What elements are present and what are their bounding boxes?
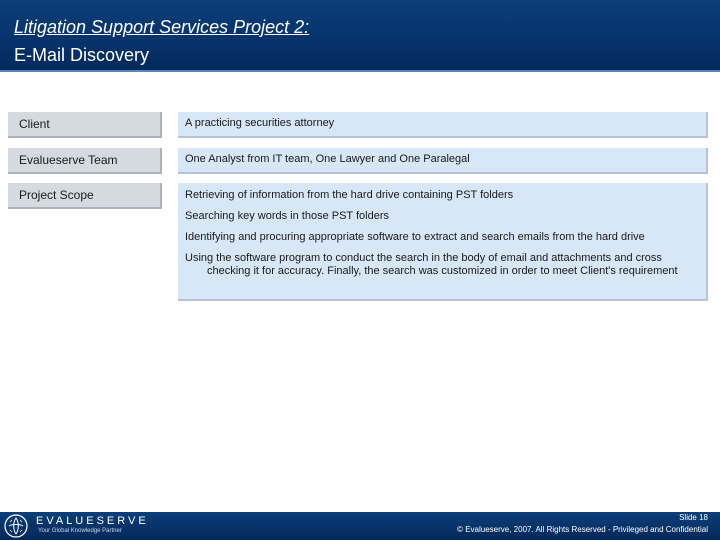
- scope-label: Project Scope: [8, 183, 162, 209]
- team-value: One Analyst from IT team, One Lawyer and One Paralegal: [178, 148, 708, 174]
- scope-value: [178, 183, 708, 301]
- slide-header: [0, 0, 720, 72]
- evalueserve-logo-icon: [4, 514, 28, 538]
- slide-footer: [0, 512, 720, 540]
- team-label: Evalueserve Team: [8, 148, 162, 174]
- scope-item: Using the software program to conduct the search in the body of email and attachments and cross checking it for accuracy. Finally, the search was customized in order to meet Client's requirement: [185, 252, 678, 277]
- client-label: Client: [8, 112, 162, 138]
- scope-item: Searching key words in those PST folders: [185, 210, 390, 222]
- logo-name: EVALUESERVE: [36, 515, 149, 527]
- slide-number: Slide 18: [679, 513, 708, 522]
- slide-title-line-1: Litigation Support Services Project 2:: [14, 17, 310, 37]
- scope-item: Retrieving of information from the hard drive containing PST folders: [185, 189, 514, 201]
- scope-item: Identifying and procuring appropriate software to extract and search emails from the hard drive: [185, 231, 645, 243]
- client-value: A practicing securities attorney: [178, 112, 708, 138]
- logo-tagline: Your Global Knowledge Partner: [38, 528, 122, 534]
- slide-title-line-2: E-Mail Discovery: [14, 45, 150, 65]
- copyright-notice: © Evalueserve, 2007. All Rights Reserved - Privileged and Confidential: [457, 525, 708, 534]
